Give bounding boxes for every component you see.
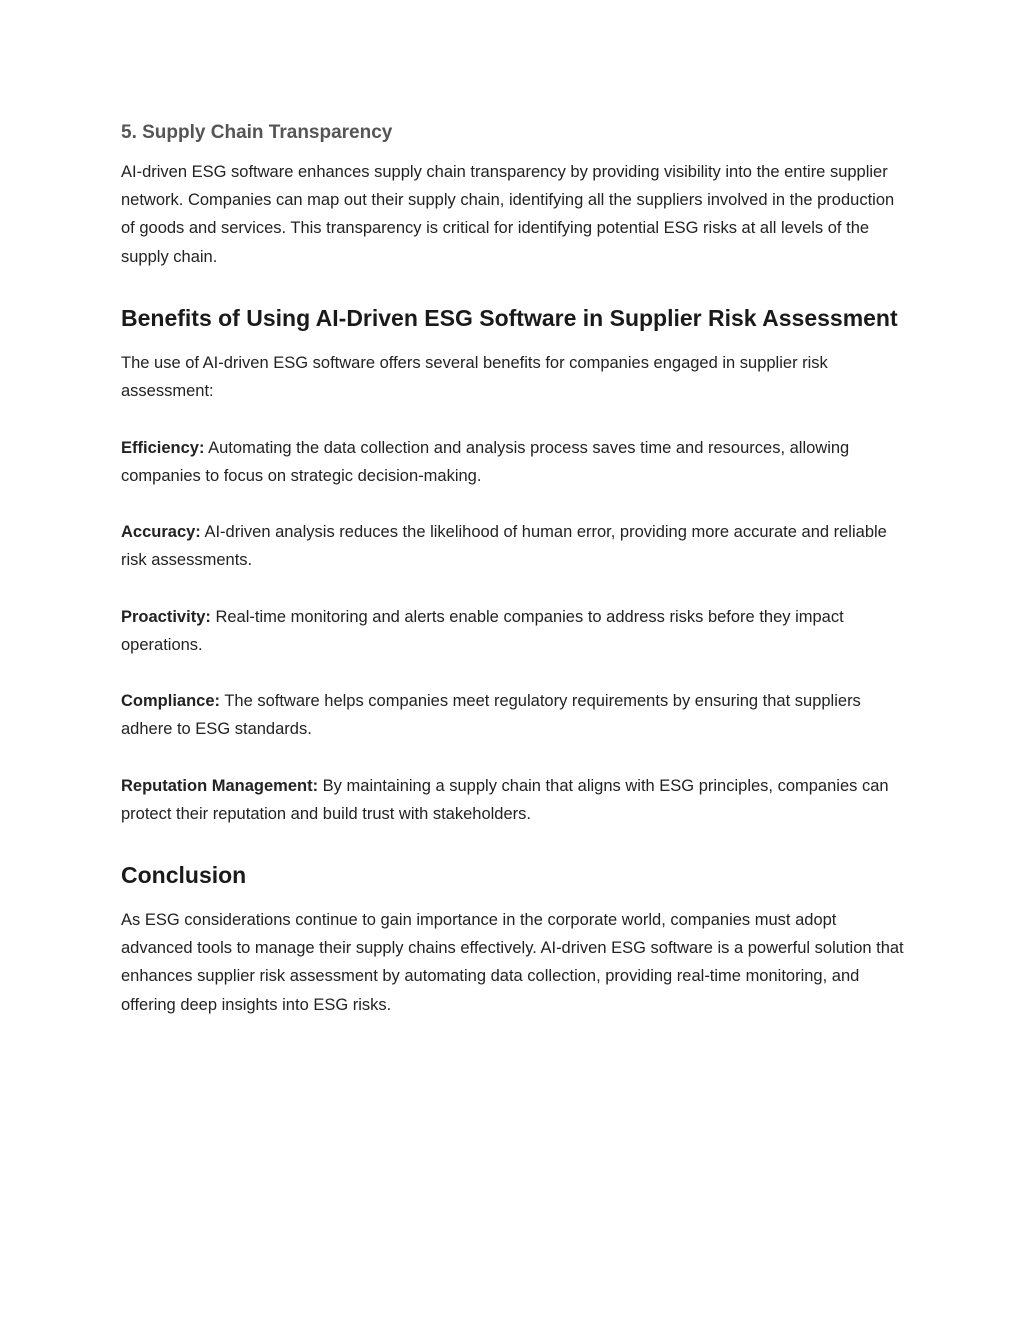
section-body-supply-chain-transparency xyxy=(121,158,911,271)
benefit-term: Efficiency: xyxy=(121,439,205,457)
benefit-term: Compliance: xyxy=(121,692,221,710)
benefit-text: By maintaining a supply chain that aligns with ESG principles, companies can protect their reputation and build trust with stakeholders. xyxy=(121,777,889,824)
benefit-paragraph xyxy=(121,518,911,574)
paragraph: As ESG considerations continue to gain importance in the corporate world, companies must adopt advanced tools to manage their supply chains effectively. AI-driven ESG software is a powerful solution that enhances supplier risk assessment by automating data collection, providing real-time monitoring, and offering deep insights into ESG risks. xyxy=(121,911,904,1014)
section-heading-conclusion: Conclusion xyxy=(121,862,247,888)
benefit-term: Accuracy: xyxy=(121,523,201,541)
paragraph: AI-driven ESG software enhances supply chain transparency by providing visibility into the entire supplier network. Companies can map out their supply chain, identifying all the suppliers involved in the production of goods and services. This transparency is critical for identifying potential ESG risks at all levels of the supply chain. xyxy=(121,163,895,266)
benefit-paragraph xyxy=(121,434,911,490)
benefit-item-compliance xyxy=(121,687,911,743)
benefit-paragraph xyxy=(121,603,911,659)
benefit-item-accuracy xyxy=(121,518,911,574)
benefits-section xyxy=(121,305,911,332)
benefit-text: Real-time monitoring and alerts enable companies to address risks before they impact operations. xyxy=(121,608,844,655)
benefit-item-reputation-management xyxy=(121,772,911,828)
section-heading-supply-chain-transparency: 5. Supply Chain Transparency xyxy=(121,122,393,143)
benefit-item-efficiency xyxy=(121,434,911,490)
benefits-intro xyxy=(121,349,911,405)
benefit-text: The software helps companies meet regulatory requirements by ensuring that suppliers adhere to ESG standards. xyxy=(121,692,861,739)
paragraph: The use of AI-driven ESG software offers several benefits for companies engaged in supplier risk assessment: xyxy=(121,354,828,401)
benefit-text: AI-driven analysis reduces the likelihood of human error, providing more accurate and reliable risk assessments. xyxy=(121,523,887,570)
conclusion-body xyxy=(121,906,911,1019)
benefit-item-proactivity xyxy=(121,603,911,659)
benefit-term: Reputation Management: xyxy=(121,777,319,795)
benefit-term: Proactivity: xyxy=(121,608,211,626)
benefit-paragraph xyxy=(121,772,911,828)
benefit-text: Automating the data collection and analysis process saves time and resources, allowing companies to focus on strategic decision-making. xyxy=(121,439,850,486)
section-heading-benefits: Benefits of Using AI-Driven ESG Software in Supplier Risk Assessment xyxy=(121,305,898,331)
conclusion-section xyxy=(121,862,911,889)
benefit-paragraph xyxy=(121,687,911,743)
